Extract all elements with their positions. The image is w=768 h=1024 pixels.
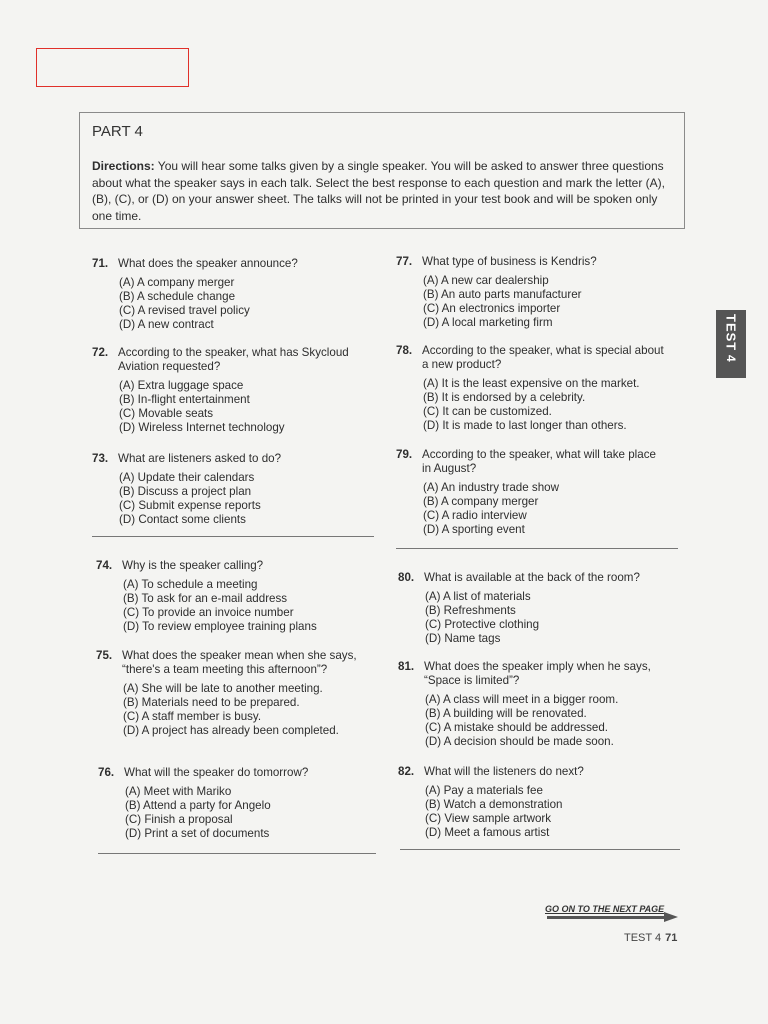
test-side-tab: [716, 310, 746, 378]
question-76: [98, 766, 378, 841]
option-a: (A) A company merger: [119, 276, 235, 289]
question-text: What does the speaker mean when she says, “there's a team meeting this afternoon”?: [122, 649, 357, 676]
question-number: 79.: [396, 448, 413, 461]
option-b: (B) Refreshments: [425, 604, 516, 617]
question-text: What type of business is Kendris?: [422, 255, 597, 268]
question-text: What does the speaker imply when he says, “Space is limited”?: [424, 660, 651, 687]
option-c: (C) A staff member is busy.: [123, 710, 262, 723]
question-78: [396, 344, 666, 433]
option-c: (C) Movable seats: [119, 407, 214, 420]
question-81: [398, 660, 680, 749]
question-72: [92, 346, 362, 435]
question-text: According to the speaker, what has Skycloud Aviation requested?: [118, 346, 349, 373]
option-c: (C) It can be customized.: [423, 405, 552, 418]
question-number: 71.: [92, 257, 109, 270]
highlight-box: [36, 48, 189, 87]
next-page-arrow-icon: [547, 916, 665, 919]
option-b: (B) A company merger: [423, 495, 539, 508]
test-tab-label: TEST: [723, 314, 739, 352]
option-a: (A) Meet with Mariko: [125, 785, 232, 798]
question-82: [398, 765, 688, 840]
question-text: What is available at the back of the room?: [424, 571, 640, 584]
option-b: (B) To ask for an e-mail address: [123, 592, 288, 605]
question-74: [96, 559, 376, 634]
option-b: (B) In-flight entertainment: [119, 393, 250, 406]
option-b: (B) Materials need to be prepared.: [123, 696, 300, 709]
option-d: (D) A project has already been completed.: [123, 724, 339, 737]
option-c: (C) A radio interview: [423, 509, 527, 522]
option-a: (A) A new car dealership: [423, 274, 549, 287]
question-number: 72.: [92, 346, 109, 359]
option-d: (D) A sporting event: [423, 523, 525, 536]
option-d: (D) It is made to last longer than others.: [423, 419, 627, 432]
question-number: 80.: [398, 571, 415, 584]
next-page-label: GO ON TO THE NEXT PAGE: [545, 904, 665, 914]
option-a: (A) An industry trade show: [423, 481, 559, 494]
question-71: [92, 257, 372, 332]
arrow-head-icon: [664, 912, 678, 922]
option-c: (C) A revised travel policy: [119, 304, 250, 317]
question-number: 75.: [96, 649, 113, 662]
option-c: (C) Protective clothing: [425, 618, 540, 631]
question-77: [396, 255, 686, 330]
directions-label: Directions:: [92, 159, 155, 173]
option-b: (B) An auto parts manufacturer: [423, 288, 582, 301]
option-b: (B) A schedule change: [119, 290, 236, 303]
directions-text: [92, 158, 672, 224]
option-d: (D) A local marketing firm: [423, 316, 553, 329]
footer-test-label: TEST 4: [624, 932, 662, 944]
directions-box: [79, 112, 685, 229]
question-number: 81.: [398, 660, 415, 673]
option-a: (A) Update their calendars: [119, 471, 255, 484]
test-tab-number: 4: [724, 355, 738, 362]
option-b: (B) A building will be renovated.: [425, 707, 587, 720]
question-number: 78.: [396, 344, 413, 357]
question-number: 82.: [398, 765, 415, 778]
option-c: (C) A mistake should be addressed.: [425, 721, 609, 734]
option-a: (A) It is the least expensive on the market.: [423, 377, 640, 390]
question-text: What does the speaker announce?: [118, 257, 298, 270]
option-c: (C) Submit expense reports: [119, 499, 261, 512]
option-a: (A) To schedule a meeting: [123, 578, 258, 591]
option-a: (A) A class will meet in a bigger room.: [425, 693, 619, 706]
divider: [400, 849, 680, 850]
page-footer: [624, 932, 677, 944]
question-79: [396, 448, 666, 537]
option-d: (D) Meet a famous artist: [425, 826, 550, 839]
question-text: According to the speaker, what is special about a new product?: [422, 344, 664, 371]
option-c: (C) An electronics importer: [423, 302, 561, 315]
directions-body: You will hear some talks given by a single speaker. You will be asked to answer three questions about what the speaker says in each talk. Select the best response to each question and mark the letter (A), (B), (C), or (D) on your answer sheet. The talks will not be printed in your test book and will be spoken only one time.: [92, 159, 665, 223]
option-b: (B) It is endorsed by a celebrity.: [423, 391, 586, 404]
part-title: PART 4: [92, 123, 143, 140]
option-c: (C) View sample artwork: [425, 812, 552, 825]
question-80: [398, 571, 688, 646]
option-d: (D) Name tags: [425, 632, 501, 645]
divider: [396, 548, 678, 549]
divider: [98, 853, 376, 854]
divider: [92, 536, 374, 537]
question-75: [96, 649, 358, 738]
question-73: [92, 452, 372, 527]
option-c: (C) To provide an invoice number: [123, 606, 294, 619]
page-number: 71: [665, 932, 678, 944]
question-number: 76.: [98, 766, 115, 779]
option-a: (A) Extra luggage space: [119, 379, 244, 392]
option-b: (B) Watch a demonstration: [425, 798, 563, 811]
question-text: According to the speaker, what will take place in August?: [422, 448, 656, 475]
option-b: (B) Attend a party for Angelo: [125, 799, 271, 812]
option-d: (D) Wireless Internet technology: [119, 421, 285, 434]
question-number: 74.: [96, 559, 113, 572]
option-b: (B) Discuss a project plan: [119, 485, 252, 498]
option-a: (A) Pay a materials fee: [425, 784, 543, 797]
option-a: (A) A list of materials: [425, 590, 531, 603]
question-text: Why is the speaker calling?: [122, 559, 264, 572]
option-d: (D) A new contract: [119, 318, 214, 331]
option-d: (D) Contact some clients: [119, 513, 246, 526]
question-text: What will the speaker do tomorrow?: [124, 766, 309, 779]
option-c: (C) Finish a proposal: [125, 813, 233, 826]
option-d: (D) A decision should be made soon.: [425, 735, 614, 748]
question-text: What will the listeners do next?: [424, 765, 584, 778]
question-number: 73.: [92, 452, 109, 465]
option-a: (A) She will be late to another meeting.: [123, 682, 323, 695]
question-text: What are listeners asked to do?: [118, 452, 282, 465]
question-number: 77.: [396, 255, 413, 268]
option-d: (D) To review employee training plans: [123, 620, 317, 633]
option-d: (D) Print a set of documents: [125, 827, 270, 840]
